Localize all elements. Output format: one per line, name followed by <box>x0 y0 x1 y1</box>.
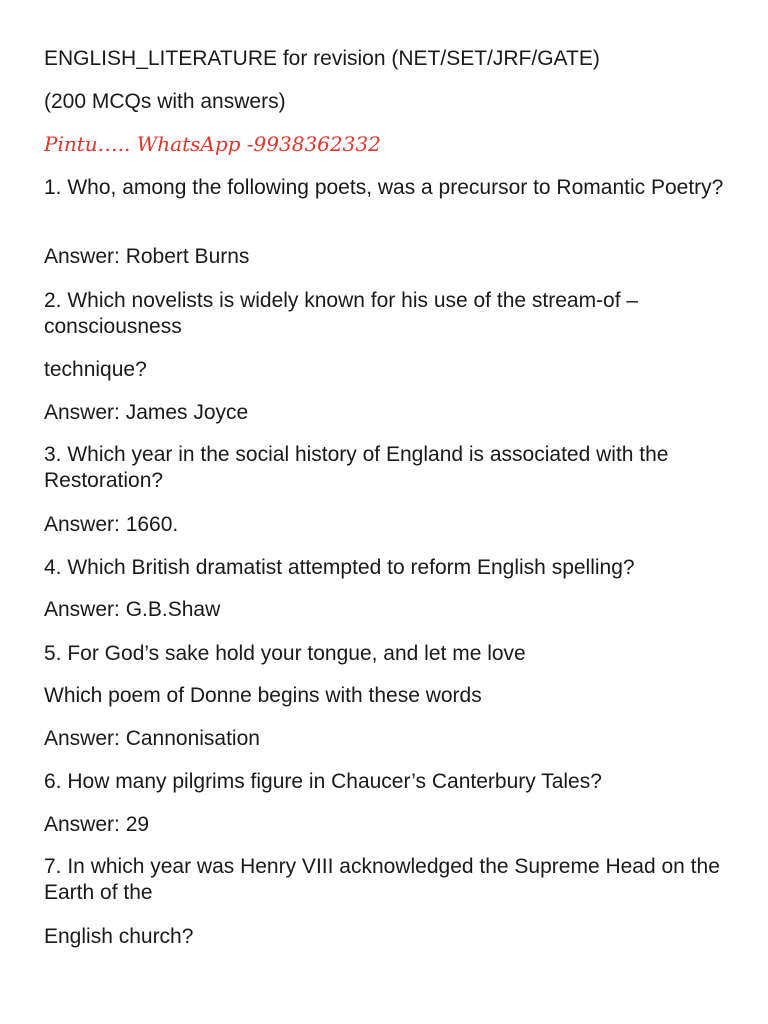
question-5: 5. For God’s sake hold your tongue, and let me love <box>44 642 526 665</box>
question-4: 4. Which British dramatist attempted to reform English spelling? <box>44 556 635 579</box>
answer-3: Answer: 1660. <box>44 513 179 536</box>
question-2: 2. Which novelists is widely known for his use of the stream-of – consciousness <box>44 289 639 338</box>
answer-6: Answer: 29 <box>44 813 150 836</box>
answer-2: Answer: James Joyce <box>44 401 249 424</box>
contact-handwriting: Pintu….. WhatsApp -9938362332 <box>44 132 381 156</box>
question-7-continued: English church? <box>44 925 194 948</box>
question-1: 1. Who, among the following poets, was a precursor to Romantic Poetry? <box>44 176 724 199</box>
question-7: 7. In which year was Henry VIII acknowledged the Supreme Head on the Earth of the <box>44 855 720 904</box>
question-2-continued: technique? <box>44 358 147 381</box>
answer-5: Answer: Cannonisation <box>44 727 260 750</box>
answer-4: Answer: G.B.Shaw <box>44 598 221 621</box>
document-subtitle: (200 MCQs with answers) <box>44 90 286 113</box>
answer-1: Answer: Robert Burns <box>44 245 250 268</box>
question-3: 3. Which year in the social history of England is associated with the Restoration? <box>44 443 669 492</box>
question-6: 6. How many pilgrims figure in Chaucer’s Canterbury Tales? <box>44 770 602 793</box>
question-5-continued: Which poem of Donne begins with these words <box>44 684 482 707</box>
document-title: ENGLISH_LITERATURE for revision (NET/SET/JRF/GATE) <box>44 47 600 70</box>
